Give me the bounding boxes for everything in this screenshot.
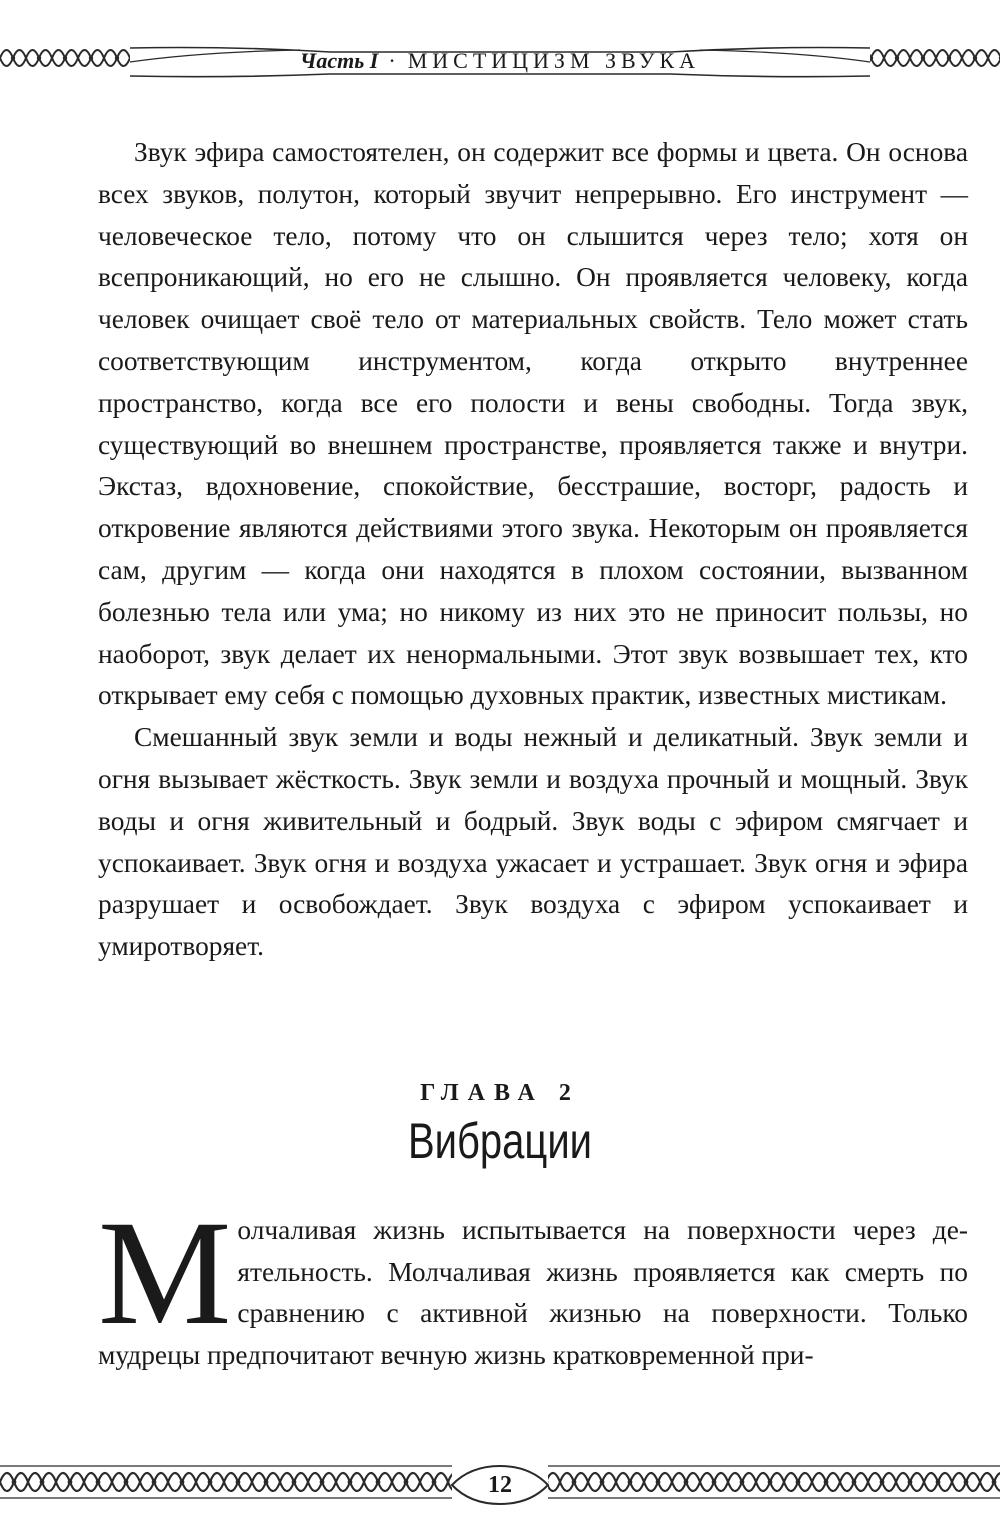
running-header bbox=[0, 38, 1000, 86]
chapter-label: ГЛАВА 2 bbox=[420, 1080, 580, 1106]
drop-cap: М bbox=[98, 1190, 232, 1356]
header-section: МИСТИЦИЗМ ЗВУКА bbox=[407, 48, 701, 73]
page-number: 12 bbox=[488, 1472, 512, 1498]
paragraph-2: Смешанный звук земли и воды нежный и деликатный. Звук земли и огня вызывает жёсткость. Звук земли и воздуха прочный и мощный. Звук воды и огня живительный и бодрый. Звук воды с эфиром смягчает и успокаивает. Звук огня и воздуха ужасает и устрашает. Звук огня и эфира разрушает и освобождает. Звук воздуха с эфиром успокаивает и умиротворяет. bbox=[98, 722, 968, 962]
page-footer bbox=[0, 1460, 1000, 1510]
chapter-title: Вибрации bbox=[407, 1113, 593, 1169]
paragraph-1: Звук эфира самостоятелен, он содержит все формы и цвета. Он основа всех звуков, полутон, который звучит непрерывно. Его инструмент — человеческое тело, потому что он слышится через тело; хотя он всепроникающий, но его не слышно. Он проявляется человеку, когда человек очищает своё тело от материальных свойств. Тело может стать соответствующим инструментом, когда открыто внутреннее пространство, когда все его полости и вены свободны. Тогда звук, существующий во внешнем пространстве, проявляется также и внутри. Экстаз, вдохновение, спокойствие, бесстрашие, восторг, радость и откровение являются действиями этого звука. Некоторым он проявляется сам, другим — когда они находятся в плохом состоянии, вызванном болезнью тела или ума; но никому из них это не приносит пользы, но наоборот, звук делает их ненормальными. Этот звук возвышает тех, кто открывает ему себя с помощью духовных практик, известных мистикам. bbox=[98, 137, 968, 711]
header-title bbox=[0, 48, 1000, 74]
header-part: Часть I bbox=[299, 48, 379, 73]
chapter-opening-text: олчаливая жизнь испытывается на поверхности через деятельность. Молчаливая жизнь проявляется как смерть по сравнению с активной жизнью на поверхности. Только мудрецы предпочитают вечную жизнь кратковременной при- bbox=[98, 1215, 968, 1370]
body-text bbox=[98, 132, 968, 968]
header-separator: · bbox=[388, 48, 398, 73]
chapter-body bbox=[98, 1190, 968, 1376]
